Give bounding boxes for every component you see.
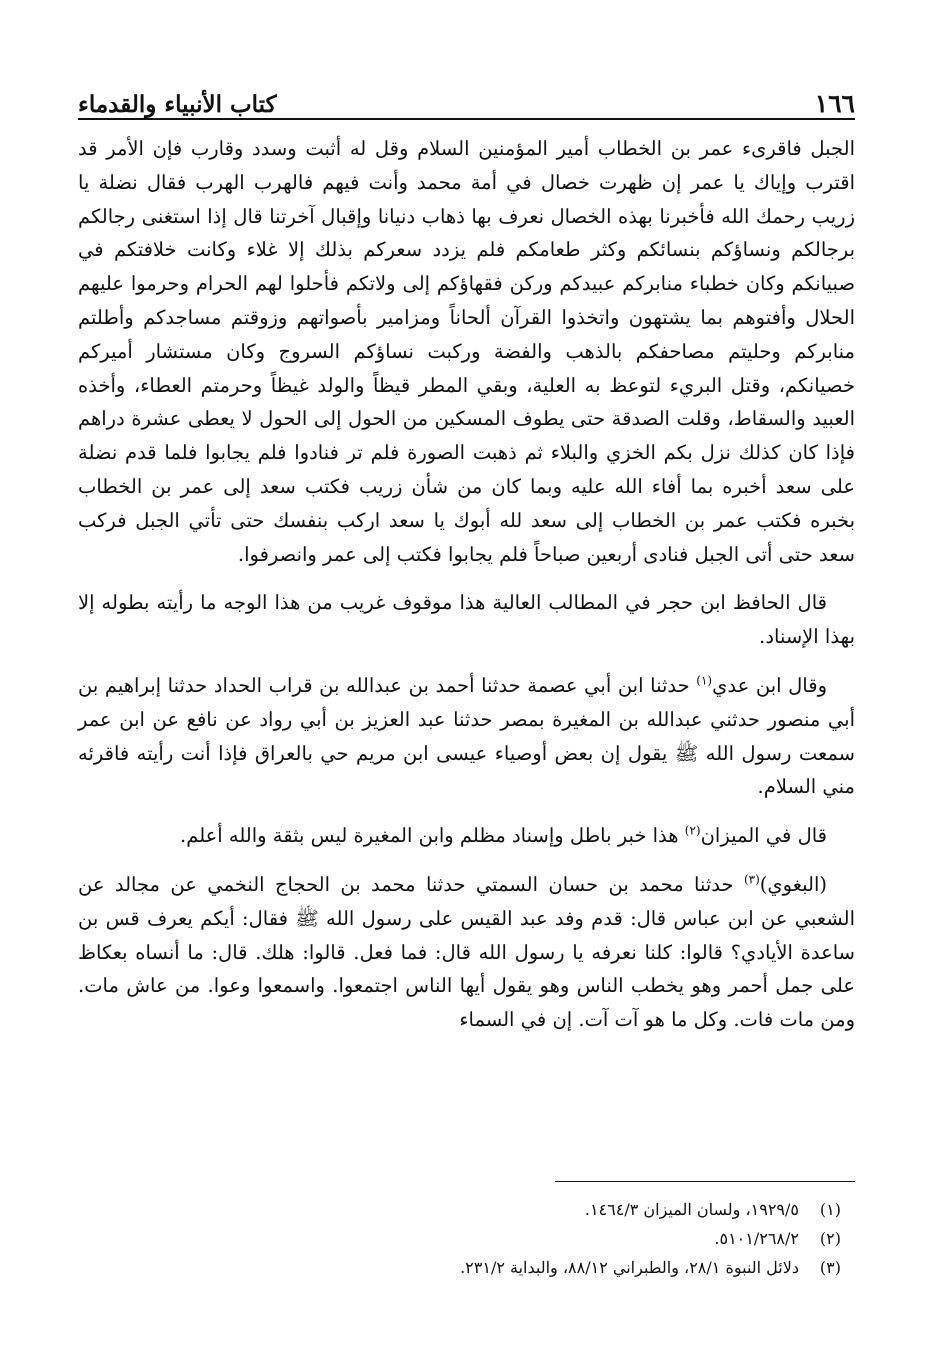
- paragraph-4: [78, 819, 855, 853]
- paragraph-4-lead: قال في الميزان: [700, 824, 827, 848]
- paragraph-5: [78, 868, 855, 1037]
- footnote-ref-3: (٣): [743, 872, 760, 887]
- paragraph-5-lead: (البغوي): [759, 872, 827, 896]
- footnote-number: (١): [819, 1200, 841, 1219]
- footnote-ref-1: (١): [696, 673, 713, 688]
- paragraph-3-text: حدثنا ابن أبي عصمة حدثنا أحمد بن عبدالله بن قراب الحداد حدثنا إبراهيم بن أبي منصور حدثني عبدالله بن المغيرة بمصر حدثنا عبد العزيز بن أبي رواد عن نافع عن ابن عمر سمعت رسول الله ﷺ يقول إن بعض أوصياء عيسى ابن مريم حي بالعراق فإذا أنت رأيته فاقرئه مني السلام.: [78, 673, 855, 799]
- footnote-text: ٥١٠١/٢٦٨/٢.: [714, 1229, 799, 1248]
- footnote-separator: [555, 1181, 855, 1182]
- paragraph-4-text: هذا خبر باطل وإسناد مظلم وابن المغيرة ليس بثقة والله أعلم.: [180, 824, 685, 848]
- footnote-number: (٣): [819, 1258, 841, 1277]
- paragraph-3-lead: وقال ابن عدي: [712, 673, 827, 697]
- footnote-ref-2: (٢): [684, 823, 701, 838]
- running-title: كتاب الأنبياء والقدماء: [78, 91, 277, 118]
- footnote: [78, 1224, 855, 1253]
- footnotes: [78, 1195, 855, 1282]
- page-number: ١٦٦: [814, 89, 855, 118]
- paragraph-2: قال الحافظ ابن حجر في المطالب العالية هذا موقوف غريب من هذا الوجه ما رأيته بطوله إلا بهذا الإسناد.: [78, 591, 855, 649]
- paragraph-1: الجبل فاقرىء عمر بن الخطاب أمير المؤمنين السلام وقل له أثبت وسدد وقارب فإن الأمر قد اقترب وإياك يا عمر إن ظهرت خصال في أمة محمد وأنت فيهم فالهرب الهرب فقال نضلة يا زريب رحمك الله فأخبرنا بهذه الخصال نعرف بها ذهاب دنيانا وإقبال آخرتنا قال إذا استغنى رجالكم برجالكم ونساؤكم بنسائكم وكثر طعامكم فلم يزدد سعركم بذلك إلا غلاء وكانت خلافتكم في صبيانكم وكان خطباء منابركم عبيدكم وركن فقهاؤكم إلى ولاتكم فأحلوا لهم الحرام وحرموا عليهم الحلال وأفتوهم بما يشتهون واتخذوا القرآن ألحاناً ومزامير بأصواتهم وزوقتم مساجدكم وأطلتم منابركم وحليتم مصاحفكم بالذهب والفضة وركبت نساؤكم السروج وكان مستشار أميركم خصيانكم، وقتل البريء لتوعظ به العلية، وبقي المطر قيظاً والولد غيظاً وحرمتم العطاء، وأخذه العبيد والسقاط، وقلت الصدقة حتى يطوف المسكين من الحول إلى الحول لا يعطى عشرة دراهم فإذا كان كذلك نزل بكم الخزي والبلاء ثم ذهبت الصورة فلم تر فنادوا فلم يجابوا فلما قدم نضلة على سعد أخبره بما أفاء الله عليه وبما كان من شأن زريب فكتب سعد إلى عمر بن الخطاب بخبره فكتب عمر بن الخطاب إلى سعد لله أبوك يا سعد اركب بنفسك حتى تأتي الجبل فركب سعد حتى أتى الجبل فنادى أربعين صباحاً فلم يجابوا فكتب إلى عمر وانصرفوا.: [78, 137, 855, 566]
- paragraph-3: [78, 669, 855, 804]
- footnote-text: ١٩٢٩/٥، ولسان الميزان ١٤٦٤/٣.: [584, 1200, 799, 1219]
- footnote: [78, 1195, 855, 1224]
- footnote-number: (٢): [819, 1229, 841, 1248]
- footnote: [78, 1253, 855, 1282]
- footnote-text: دلائل النبوة ٢٨/١، والطبراني ٨٨/١٢، والبداية ٢٣١/٢.: [460, 1258, 799, 1277]
- paragraph-5-text: حدثنا محمد بن حسان السمتي حدثنا محمد بن الحجاج النخمي عن مجالد عن الشعبي عن ابن عباس قال: قدم وفد عبد القيس على رسول الله ﷺ فقال: أيكم يعرف قس بن ساعدة الأيادي؟ قالوا: كلنا نعرفه يا رسول الله قال: فما فعل. قالوا: هلك. قال: ما أنساه بعكاظ على جمل أحمر وهو يخطب الناس وهو يقول أيها الناس اجتمعوا. واسمعوا وعوا. من عاش مات. ومن مات فات. وكل ما هو آت آت. إن في السماء: [78, 872, 855, 1032]
- page-header: [78, 80, 855, 120]
- main-text: [78, 132, 855, 1052]
